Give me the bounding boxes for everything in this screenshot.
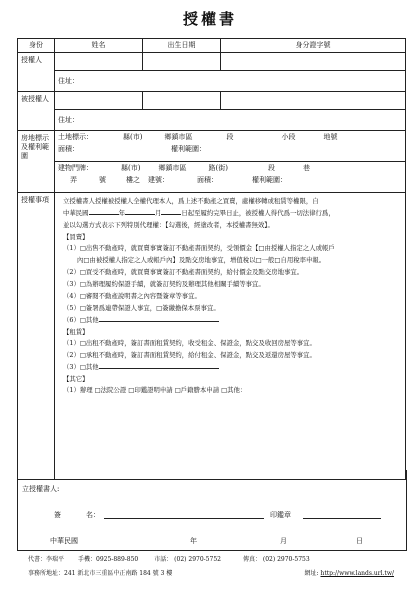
header-row <box>18 39 406 53</box>
authorizer-row <box>18 53 406 71</box>
land-right-scope: 權利範圍： <box>171 144 206 153</box>
land-area: 面積： <box>58 144 79 153</box>
other-item-1[interactable]: （1）辦理 □法院公證 □印鑑證明申請 □戶籍謄本申請 □其他： <box>63 386 247 394</box>
authorizer-address-field[interactable] <box>55 71 406 92</box>
authorizer-name-field[interactable] <box>55 53 143 71</box>
building-label: 建物門牌： <box>58 164 93 172</box>
other-section-title: 【其它】 <box>63 375 89 383</box>
land-section: 段 <box>226 133 234 141</box>
authorized-name-field[interactable] <box>55 92 143 110</box>
buy-item-5[interactable]: （5）□簽署爲連帶保證人事宜，□簽繳擔保本票事宜。 <box>63 304 220 312</box>
authorization-label: 授權事項 <box>18 193 55 480</box>
authorized-address-label: 住址： <box>58 115 79 124</box>
land-township: 鄉鎮市區 <box>164 133 193 141</box>
buy-other-blank[interactable] <box>99 321 219 322</box>
building-area: 面積： <box>197 175 218 184</box>
rent-section-title: 【租賃】 <box>63 328 89 336</box>
footer-site-link[interactable]: http://www.lands.url.tw/ <box>320 570 394 577</box>
buy-item-1a[interactable]: （1）□出售不動產時，就買賣事實簽訂不動產書面契約，受領價金【□由授權人指定之人或帳戶 <box>63 244 335 252</box>
header-name: 姓名 <box>55 39 143 53</box>
authorizer-label: 授權人 <box>18 53 55 92</box>
auth-intro-1: 立授權書人授權被授權人全權代理本人，爲上述不動產之買賣，處權移轉或租賃等權限，自 <box>63 197 319 205</box>
buy-item-6[interactable]: （6）□其他 <box>63 316 399 324</box>
footer-mobile: 手機：0925-889-850 <box>78 556 139 563</box>
name-label: 名： <box>86 511 100 519</box>
authorization-form-table <box>17 38 406 480</box>
authorized-row <box>18 92 406 110</box>
buy-item-1b[interactable]: 內□由被授權人指定之人或帳戶內】及點交房地事宜，增值稅以□一般□自用稅率申報。 <box>77 256 326 264</box>
buy-item-3[interactable]: （3）□為辦理履約保證手續，就簽訂契約及辦理其他相關手續等事宜。 <box>63 280 265 288</box>
authorized-address-row <box>18 110 406 131</box>
building-number: 號 <box>99 175 106 184</box>
land-county: 縣(市) <box>123 133 143 141</box>
building-county: 縣(市) <box>121 164 141 172</box>
authorizer-address-row <box>18 71 406 92</box>
sign-label: 簽 <box>54 511 61 519</box>
auth-intro-3: 並以勾選方式表示下列特別代理權：【勾選後，經塗改者，本授權書無效】。 <box>63 221 274 229</box>
building-right-scope: 權利範圍： <box>252 175 287 184</box>
page-title: 授權書 <box>182 10 237 28</box>
land-label: 土地標示： <box>58 133 93 141</box>
header-identity: 身份 <box>18 39 55 53</box>
authorization-row <box>18 193 406 480</box>
rent-item-2[interactable]: （2）□承租不動產時，簽訂書面租賃契約，給付租金、保證金，點交及返還房屋等事宜。 <box>63 351 316 359</box>
footer-phone: 市話： (02) 2970-5752 <box>154 556 221 563</box>
sign-date-month: 月 <box>280 537 287 545</box>
authorized-label: 被授權人 <box>18 92 55 131</box>
start-day-blank[interactable] <box>161 214 181 215</box>
building-section: 段 <box>267 164 275 172</box>
header-birthdate: 出生日期 <box>143 39 221 53</box>
building-road: 路(街) <box>208 164 228 172</box>
building-lane: 巷 <box>302 164 310 172</box>
buy-item-4[interactable]: （4）□審閱不動產說明書之內容暨簽章等事宜。 <box>63 292 201 300</box>
building-info-field[interactable] <box>55 162 406 193</box>
property-land-row <box>18 131 406 162</box>
footer-contact-row <box>28 554 310 563</box>
rent-item-1[interactable]: （1）□出租不動產時，簽訂書面租賃契約，收受租金、保證金，點交及收回房屋等事宜。 <box>63 339 316 347</box>
sign-date-year: 年 <box>190 537 197 545</box>
property-building-row <box>18 162 406 193</box>
start-month-blank[interactable] <box>125 214 155 215</box>
property-label: 房地標示及權利範圍 <box>18 131 55 193</box>
building-floor: 樓之 <box>126 175 140 184</box>
authorized-address-field[interactable] <box>55 110 406 131</box>
building-build-no: 建號： <box>148 175 169 184</box>
footer-fax: 傳真： (02) 2970-5753 <box>242 556 310 563</box>
rent-other-blank[interactable] <box>99 368 219 369</box>
authorizer-address-label: 住址： <box>58 76 79 85</box>
footer-agent: 代書：李瑞平 <box>28 556 65 563</box>
authorization-content <box>55 193 406 480</box>
land-info-field[interactable] <box>55 131 406 162</box>
authorized-id-field[interactable] <box>221 92 406 110</box>
buy-section-title: 【買賣】 <box>63 233 89 241</box>
header-id-number: 身分證字號 <box>221 39 406 53</box>
buy-item-2[interactable]: （2）□買受不動產時，就買賣事實簽訂不動產書面契約，給付價金及點交房地事宜。 <box>63 268 304 276</box>
sign-date-day: 日 <box>356 537 363 545</box>
footer-site <box>305 568 394 577</box>
footer-address-row <box>28 568 394 577</box>
seal-line[interactable] <box>303 518 381 519</box>
authorizer-id-field[interactable] <box>221 53 406 71</box>
signature-area <box>17 470 407 551</box>
authorizer-birthdate-field[interactable] <box>143 53 221 71</box>
authorized-birthdate-field[interactable] <box>143 92 221 110</box>
signature-name-line[interactable] <box>104 518 264 519</box>
building-township: 鄉鎮市區 <box>158 164 187 172</box>
start-year-blank[interactable] <box>89 214 119 215</box>
auth-intro-2: 中華民國 年 月 日起至履約完畢日止，被授權人得代爲一切法律行爲， <box>63 209 335 217</box>
footer-office: 事務所地址：241 新北市三重區中正南路 184 號 3 樓 <box>28 570 173 577</box>
land-lot-no: 地號 <box>323 133 338 141</box>
footer-site-label: 網址: <box>304 570 319 577</box>
seal-label: 印鑑章 <box>270 511 291 519</box>
signature-authorizer-label: 立授權書人: <box>22 485 60 493</box>
building-alley: 弄 <box>70 175 77 184</box>
land-subsection: 小段 <box>281 133 296 141</box>
rent-item-3[interactable]: （3）□其他 <box>63 363 399 371</box>
sign-date-prefix: 中華民國 <box>50 537 78 545</box>
